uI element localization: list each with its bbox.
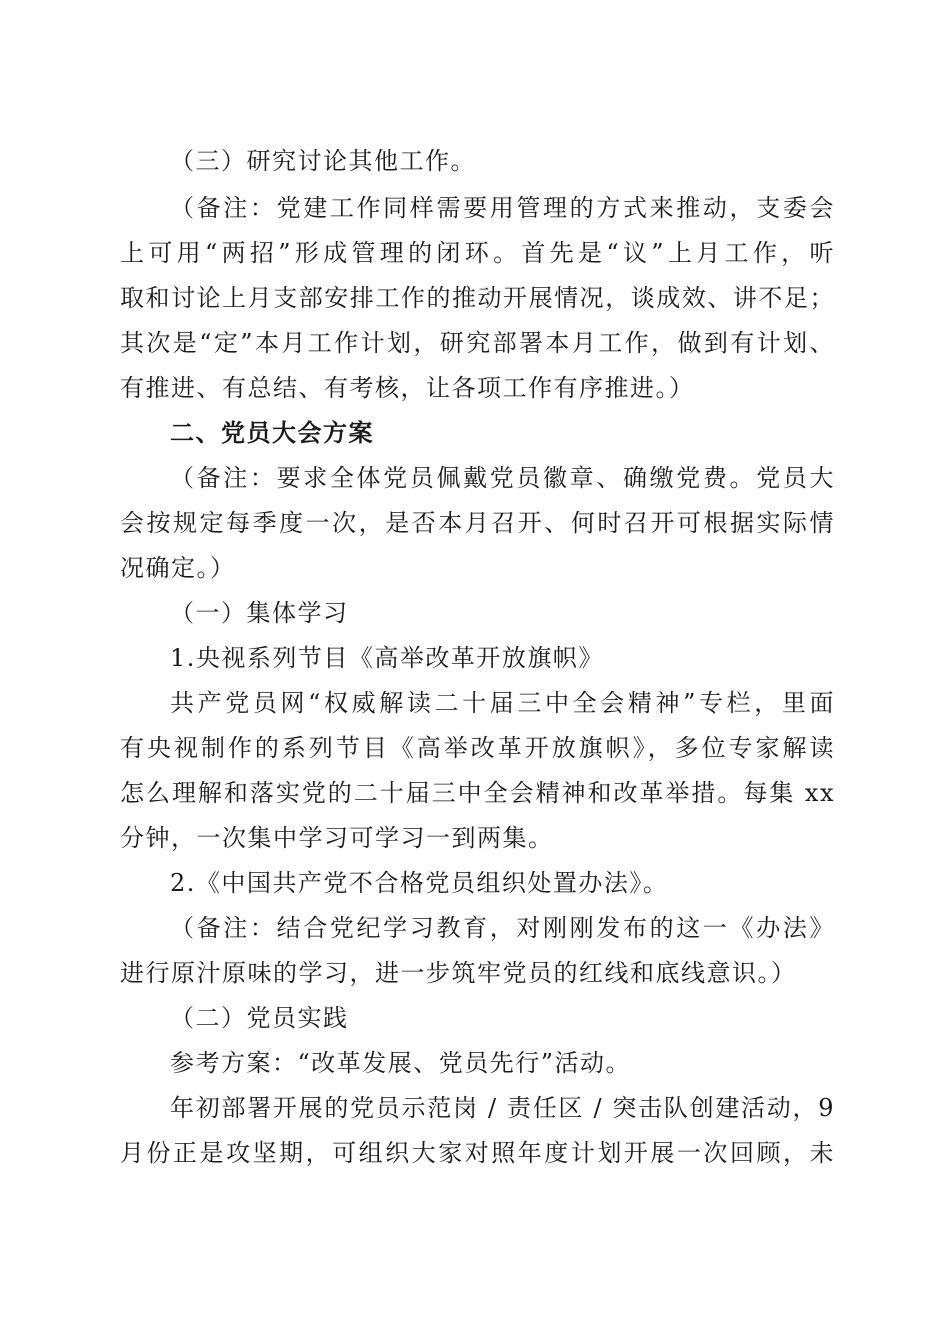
note-3-line-1: （备注：结合党纪学习教育，对刚刚发布的这一《办法》 [170,914,835,942]
item-1-body-line-1: 共产党员网“权威解读二十届三中全会精神”专栏，里面 [170,689,835,717]
note-1-line-4: 其次是“定”本月工作计划，研究部署本月工作，做到有计划、 [120,329,835,357]
sub-1-title: （一）集体学习 [170,599,349,627]
sub-2-title: （二）党员实践 [170,1004,349,1032]
practice-body-line-2: 月份正是攻坚期，可组织大家对照年度计划开展一次回顾，未 [120,1139,835,1167]
heading-other-work: （三）研究讨论其他工作。 [170,147,476,175]
note-1-line-1: （备注：党建工作同样需要用管理的方式来推动，支委会 [170,194,835,222]
note-1-line-3: 取和讨论上月支部安排工作的推动开展情况，谈成效、讲不足； [120,284,835,312]
note-3-line-2: 进行原汁原味的学习，进一步筑牢党员的红线和底线意识。） [120,959,797,987]
note-1-line-2: 上可用“两招”形成管理的闭环。首先是“议”上月工作，听 [120,239,835,267]
practice-body-line-1: 年初部署开展的党员示范岗 / 责任区 / 突击队创建活动，9 [170,1094,835,1122]
item-1-body-line-2: 有央视制作的系列节目《高举改革开放旗帜》，多位专家解读 [120,734,835,762]
note-2-line-2: 会按规定每季度一次，是否本月召开、何时召开可根据实际情 [120,509,835,537]
note-2-line-1: （备注：要求全体党员佩戴党员徽章、确缴党费。党员大 [170,464,835,492]
item-1-title: 1.央视系列节目《高举改革开放旗帜》 [170,644,604,672]
item-2-title: 2.《中国共产党不合格党员组织处置办法》。 [170,869,669,897]
section-2-title: 二、党员大会方案 [170,419,374,447]
note-1-line-5: 有推进、有总结、有考核，让各项工作有序推进。） [120,374,695,402]
item-1-body-line-3: 怎么理解和落实党的二十届三中全会精神和改革举措。每集 xx [120,779,835,807]
practice-reference: 参考方案：“改革发展、党员先行”活动。 [170,1049,632,1077]
note-2-line-3: 况确定。） [120,554,236,582]
item-1-body-line-4: 分钟，一次集中学习可学习一到两集。 [120,824,554,852]
